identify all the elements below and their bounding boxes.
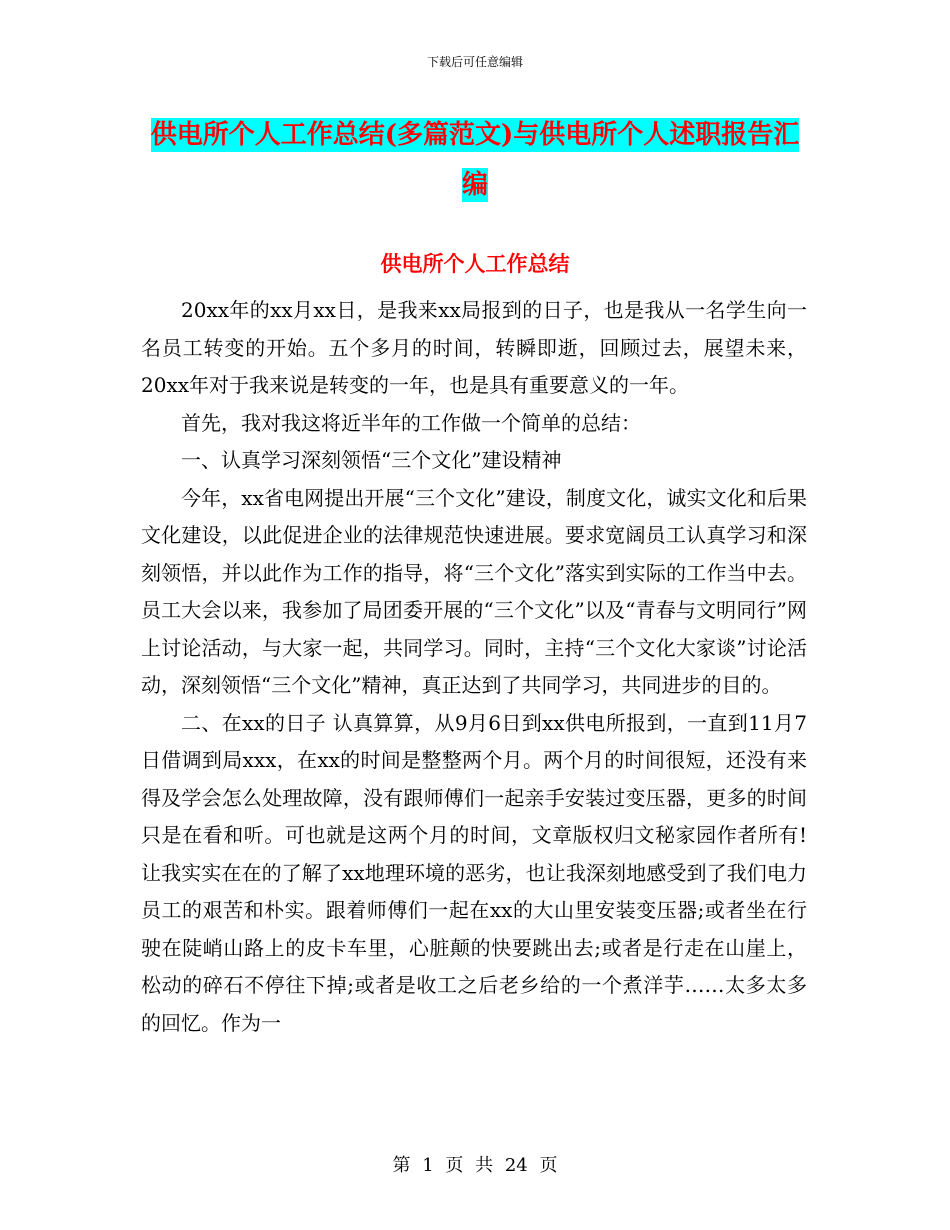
document-body — [141, 292, 807, 1042]
section-title: 供电所个人工作总结 — [380, 251, 570, 276]
paragraph-heading: 一、认真学习深刻领悟“三个文化”建设精神 — [181, 448, 562, 472]
document-title — [140, 110, 810, 210]
paragraph: 20xx年的xx月xx日，是我来xx局报到的日子，也是我从一名学生向一名员工转变的开始。五个多月的时间，转瞬即逝，回顾过去，展望未来，20xx年对于我来说是转变的一年，也是具有重要意义的一年。 — [141, 298, 807, 397]
paragraph: 今年，xx省电网提出开展“三个文化”建设，制度文化，诚实文化和后果文化建设，以此促进企业的法律规范快速进展。要求宽阔员工认真学习和深刻领悟，并以此作为工作的指导，将“三个文化”落实到实际的工作当中去。员工大会以来，我参加了局团委开展的“三个文化”以及“青春与文明同行”网上讨论活动，与大家一起，共同学习。同时，主持“三个文化大家谈”讨论活动，深刻领悟“三个文化”精神，真正达到了共同学习，共同进步的目的。 — [141, 485, 807, 697]
paragraph: 首先，我对我这将近半年的工作做一个简单的总结： — [181, 410, 641, 435]
page-header-note: 下载后可任意编辑 — [426, 55, 523, 69]
paragraph: 二、在xx的日子 认真算算，从9月6日到xx供电所报到，一直到11月7日借调到局xxx，在xx的时间是整整两个月。两个月的时间很短，还没有来得及学会怎么处理故障，没有跟师傅们一起亲手安装过变压器，更多的时间只是在看和听。可也就是这两个月的时间，文章版权归文秘家园作者所有!让我实实在在的了解了xx地理环境的恶劣，也让我深刻地感受到了我们电力员工的艰苦和朴实。跟着师傅们一起在xx的大山里安装变压器;或者坐在行驶在陡峭山路上的皮卡车里，心脏颠的快要跳出去;或者是行走在山崖上，松动的碎石不停往下掉;或者是收工之后老乡给的一个煮洋芋……太多太多的回忆。作为一 — [141, 710, 807, 1035]
page-number: 第 1 页 共 24 页 — [392, 1155, 558, 1176]
document-title-text: 供电所个人工作总结(多篇范文)与供电所个人述职报告汇编 — [150, 120, 800, 200]
